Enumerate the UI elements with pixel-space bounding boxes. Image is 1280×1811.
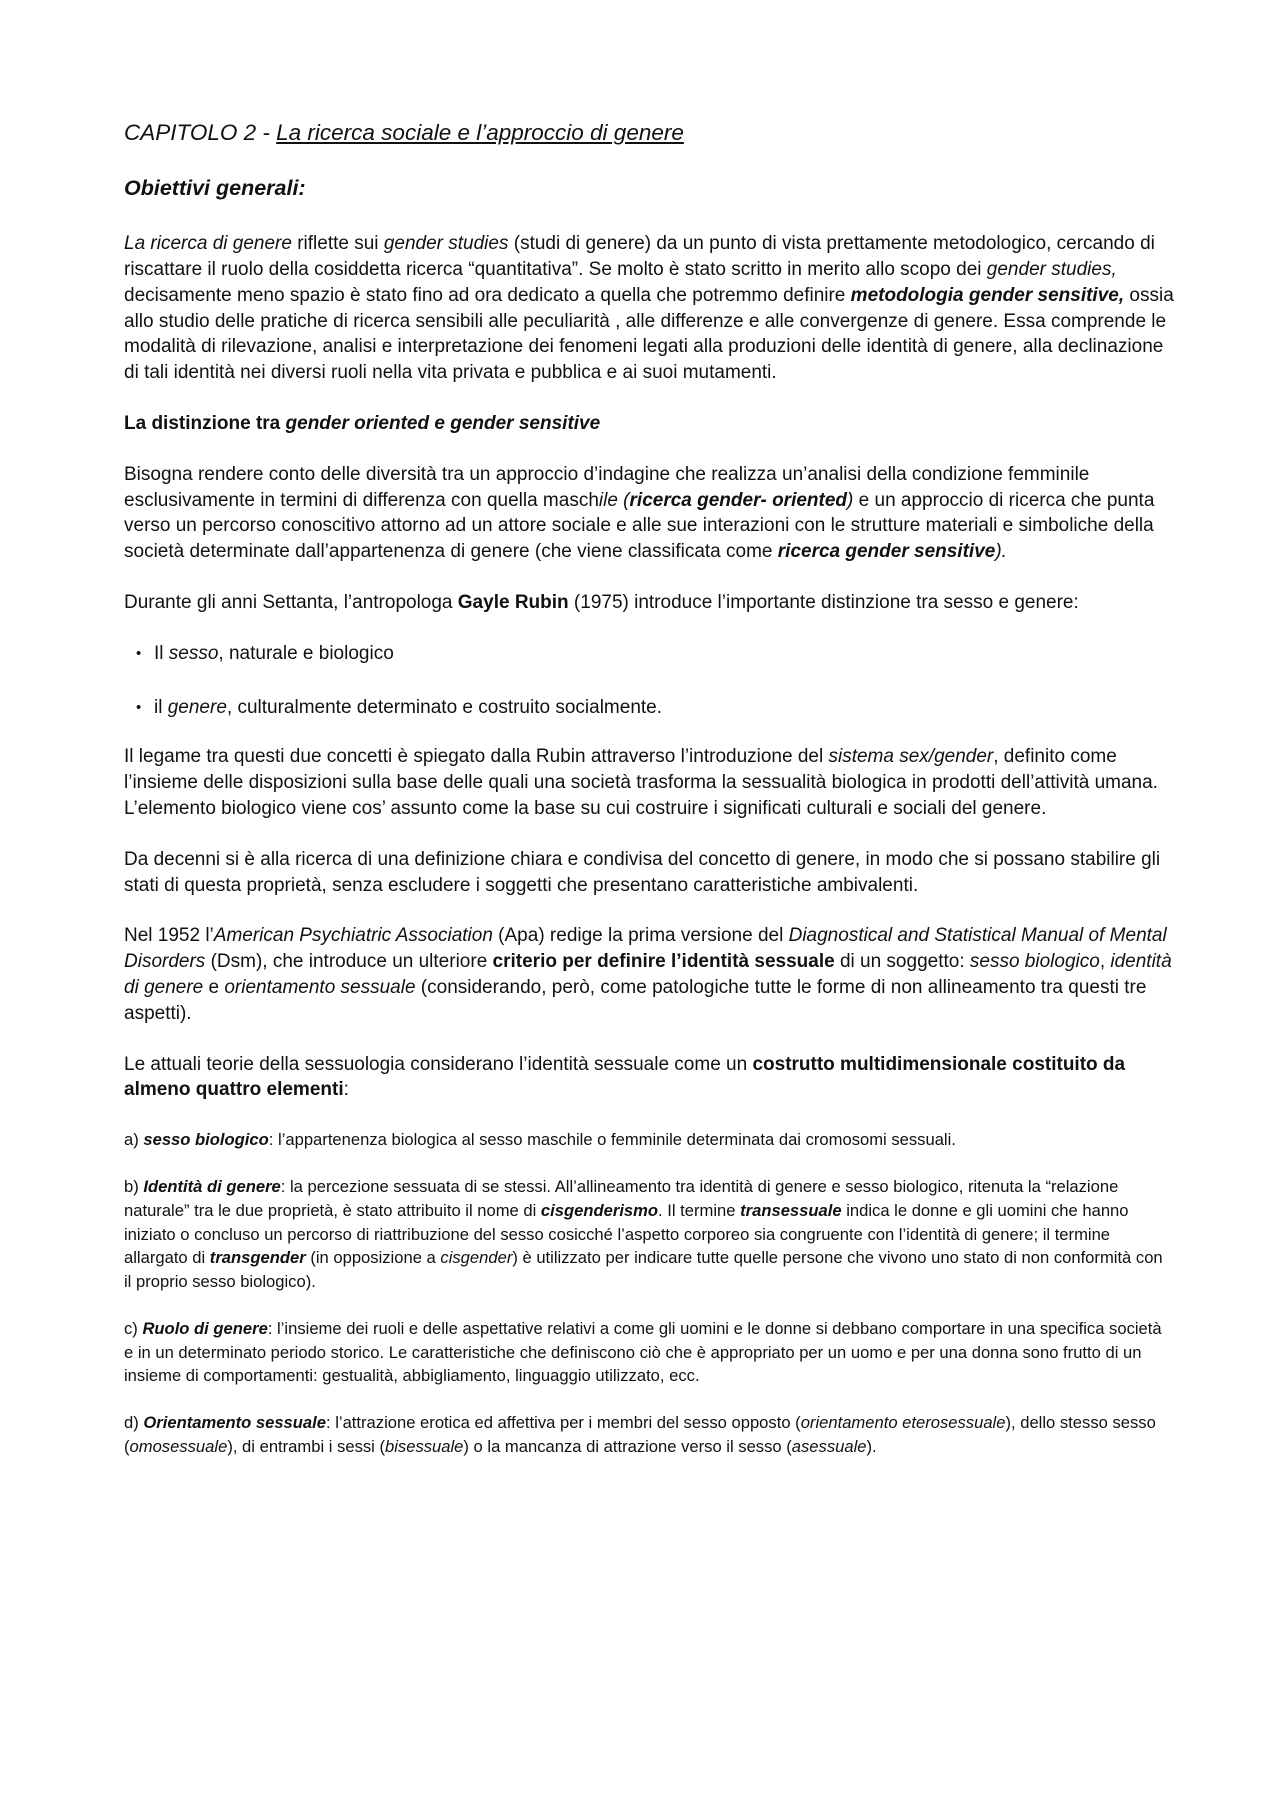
objectives-heading: Obiettivi generali:: [124, 176, 306, 201]
sex-gender-system-paragraph: Il legame tra questi due concetti è spiegato dalla Rubin attraverso l’introduzione del sistema sex/gender, definito come l’insieme delle disposizioni sulla base delle quali una società trasforma la sessualità biologica in prodotti dell’attività umana. L’elemento biologico viene cos’ assunto come la base su cui costruire i significati culturali e sociali del genere.: [124, 746, 1158, 819]
element-b: b) Identità di genere: la percezione sessuata di se stessi. All’allineamento tra identità di genere e sesso biologico, ritenuta la “relazione naturale” tra le due proprietà, è stato attribuito il nome di cisgenderismo. Il termine transessuale indica le donne e gli uomini che hanno iniziato o concluso un percorso di riattribuzione del sesso cosicché l’aspetto corporeo sia congruente con l’identità di genere; il termine allargato di transgender (in opposizione a cisgender) è utilizzato per indicare tutte quelle persone che vivono uno stato di non conformità con il proprio sesso biologico).: [124, 1176, 1163, 1292]
apa-paragraph: Nel 1952 l’American Psychiatric Association (Apa) redige la prima versione del Diagnostical and Statistical Manual of Mental Disorders (Dsm), che introduce un ulteriore criterio per definire l’identità sessuale di un soggetto: sesso biologico, identità di genere e orientamento sessuale (considerando, però, come patologiche tutte le forme di non allineamento tra questi tre aspetti).: [124, 925, 1172, 1024]
chapter-title-underlined: La ricerca sociale e l’approccio di genere: [276, 120, 684, 145]
rubin-paragraph: Durante gli anni Settanta, l’antropologa Gayle Rubin (1975) introduce l’importante distinzione tra sesso e genere:: [124, 591, 1079, 613]
element-a: a) sesso biologico: l’appartenenza biologica al sesso maschile o femminile determinata dai cromosomi sessuali.: [124, 1130, 956, 1150]
distinction-heading: La distinzione tra gender oriented e gender sensitive: [124, 412, 601, 434]
distinction-paragraph: Bisogna rendere conto delle diversità tra un approccio d’indagine che realizza un’analisi della condizione femminile esclusivamente in termini di differenza con quella maschile (ricerca gender- oriented) e un approccio di ricerca che punta verso un percorso conoscitivo attorno ad un attore sociale e alle sue interazioni con le strutture materiali e simboliche della società determinate dall’appartenenza di genere (che viene classificata come ricerca gender sensitive).: [124, 463, 1155, 563]
element-c: c) Ruolo di genere: l’insieme dei ruoli e delle aspettative relativi a come gli uomini e le donne si debbano comportare in una specifica società e in un determinato periodo storico. Le caratteristiche che definiscono ciò che è appropriato per un uomo e per una donna sono frutto di un insieme di comportamenti: gestualità, abbigliamento, linguaggio utilizzato, ecc.: [124, 1318, 1162, 1386]
list-item: • Il sesso, naturale e biologico: [154, 641, 1174, 667]
intro-paragraph: La ricerca di genere riflette sui gender studies (studi di genere) da un punto di vista prettamente metodologico, cercando di riscattare il ruolo della cosiddetta ricerca “quantitativa”. Se molto è stato scritto in merito allo scopo dei gender studies, decisamente meno spazio è stato fino ad ora dedicato a quella che potremmo definire metodologia gender sensitive, ossia allo studio delle pratiche di ricerca sensibili alle peculiarità , alle differenze e alle convergenze di genere. Essa comprende le modalità di rilevazione, analisi e interpretazione dei fenomeni legati alla produzioni delle identità di genere, alla declinazione di tali identità nei diversi ruoli nella vita privata e pubblica e ai suoi mutamenti.: [124, 233, 1174, 384]
element-d: d) Orientamento sessuale: l’attrazione erotica ed affettiva per i membri del sesso opposto (orientamento eterosessuale), dello stesso sesso (omosessuale), di entrambi i sessi (bisessuale) o la mancanza di attrazione verso il sesso (asessuale).: [124, 1413, 1156, 1457]
document-page: [124, 118, 1174, 1482]
sex-gender-list: [124, 641, 1174, 721]
list-item: • il genere, culturalmente determinato e costruito socialmente.: [154, 695, 1174, 721]
theories-paragraph: Le attuali teorie della sessuologia considerano l’identità sessuale come un costrutto multidimensionale costituito da almeno quattro elementi:: [124, 1053, 1126, 1101]
definition-paragraph: Da decenni si è alla ricerca di una definizione chiara e condivisa del concetto di genere, in modo che si possano stabilire gli stati di questa proprietà, senza escludere i soggetti che presentano caratteristiche ambivalenti.: [124, 848, 1161, 896]
chapter-title: CAPITOLO 2 - La ricerca sociale e l’approccio di genere: [124, 120, 684, 145]
